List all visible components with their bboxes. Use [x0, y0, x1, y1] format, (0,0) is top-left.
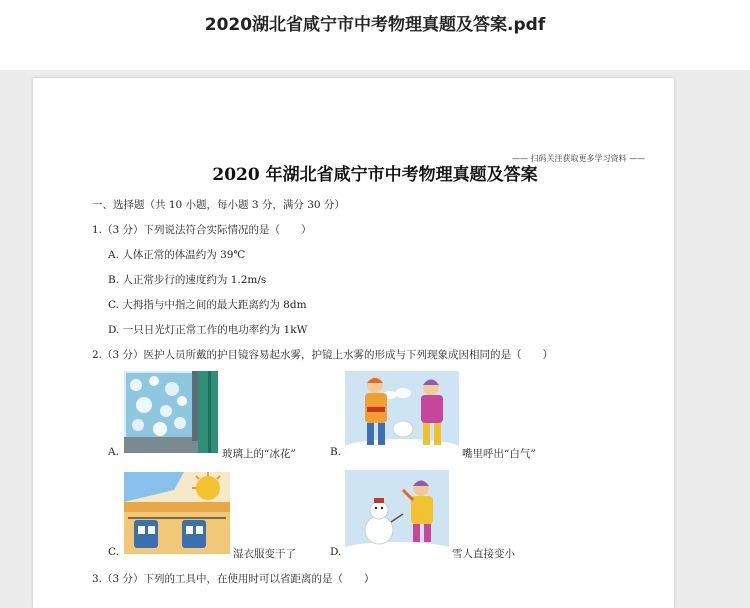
- question-1-option-d: D. 一只日光灯正常工作的电功率约为 1kW: [108, 324, 308, 336]
- question-3-stem: 3.（3 分）下列的工具中，在使用时可以省距离的是（ ）: [92, 573, 375, 585]
- viewer-header: [0, 0, 750, 70]
- question-2-option-b-caption: 嘴里呼出“白气”: [462, 448, 536, 460]
- question-2-option-c-letter: C.: [108, 546, 119, 558]
- question-2-option-b-letter: B.: [330, 446, 342, 458]
- question-2-option-a-caption: 玻璃上的“冰花”: [222, 448, 296, 460]
- question-2-option-d-caption: 雪人直接变小: [452, 548, 515, 560]
- watermark-text: —— 扫码关注获取更多学习资料 ——: [512, 154, 646, 163]
- question-2-option-c-caption: 湿衣服变干了: [233, 548, 296, 560]
- file-title: 2020湖北省咸宁市中考物理真题及答案.pdf: [204, 15, 546, 35]
- question-1-option-c: C. 大拇指与中指之间的最大距离约为 8dm: [108, 299, 307, 311]
- question-2-option-d-letter: D.: [330, 546, 342, 558]
- children-breath-image: [345, 371, 459, 453]
- question-2-stem: 2.（3 分）医护人员所戴的护目镜容易起水雾，护镜上水雾的形成与下列现象成因相同的是（ ）: [92, 349, 554, 361]
- frosted-window-image: [124, 371, 218, 453]
- question-1-option-b: B. 人正常步行的速度约为 1.2m/s: [108, 274, 267, 286]
- document-title: 2020 年湖北省咸宁市中考物理真题及答案: [212, 165, 538, 185]
- question-1-option-a: A. 人体正常的体温约为 39℃: [108, 249, 246, 261]
- drying-clothes-image: [124, 472, 230, 554]
- section-heading: 一、选择题（共 10 小题，每小题 3 分，满分 30 分）: [92, 199, 345, 211]
- question-1-stem: 1.（3 分）下列说法符合实际情况的是（ ）: [92, 224, 312, 236]
- question-2-option-a-letter: A.: [108, 446, 119, 458]
- snowman-image: [345, 470, 449, 554]
